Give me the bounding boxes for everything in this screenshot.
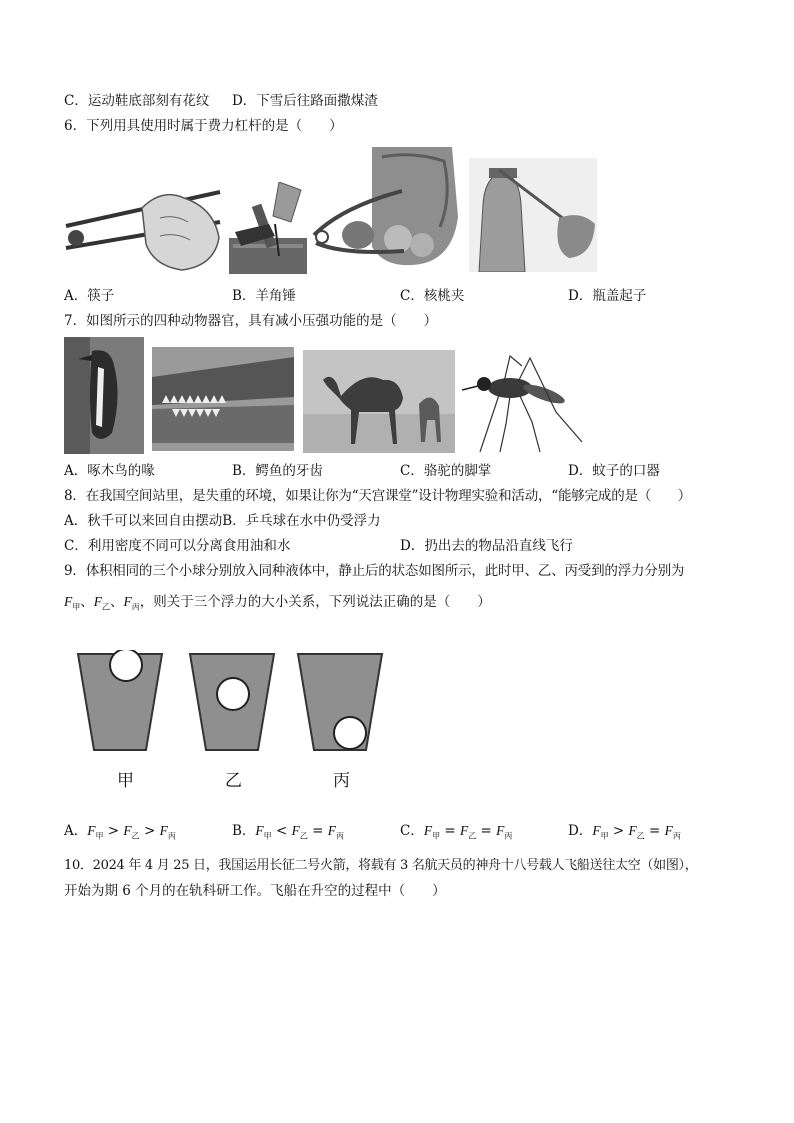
q6-option-a: A．筷子 [64,288,115,304]
mosquito-image [460,352,584,453]
q8-options-ab [64,512,381,530]
q9-option-a: A．$F_甲 > F_乙 > F_丙$ [64,823,176,841]
nutcracker-image [312,147,458,273]
q7-option-a: A．啄木鸟的喙 [64,463,155,479]
q7-option-c: C．骆驼的脚掌 [400,463,492,479]
q8-option-b: B．乒乓球在水中仍受浮力 [222,513,381,529]
q6-option-c: C．核桃夹 [400,288,465,304]
q8-option-c: C．利用密度不同可以分离食用油和水 [64,538,291,554]
label-yi: 乙 [225,771,242,791]
woodpecker-image [64,337,144,454]
chopsticks-image [64,178,222,276]
q6-stem: 6．下列用具使用时属于费力杠杆的是（ ） [64,118,343,134]
q8-stem: 8．在我国空间站里，是失重的环境，如果让你为“天宫课堂”设计物理实验和活动，“能够完成的是（ ） [64,488,691,504]
container-yi [190,654,274,750]
crocodile-image [152,347,294,451]
container-jia [78,650,162,750]
q7-option-b: B．鳄鱼的牙齿 [232,463,323,479]
bottle-opener-image [469,158,597,272]
q6-option-b: B．羊角锤 [232,288,296,304]
q7-stem: 7．如图所示的四种动物器官，具有减小压强功能的是（ ） [64,313,438,329]
q9-stem-text2: ，则关于三个浮力的大小关系，下列说法正确的是（ ） [139,594,491,610]
q8-option-d: D．扔出去的物品沿直线飞行 [400,538,573,554]
q6-option-d: D．瓶盖起子 [568,288,647,304]
camel-image [303,350,455,453]
label-bing: 丙 [333,771,350,791]
q8-option-a: A．秋千可以来回自由摆动 [64,513,223,529]
q5-option-c [64,92,378,110]
q9-stem-line2: $F_甲$、$F_乙$、$F_丙$，则关于三个浮力的大小关系，下列说法正确的是（ ） [64,594,491,612]
q5-option-d-text: D．下雪后往路面撒煤渣 [231,93,378,109]
label-jia: 甲 [117,771,134,791]
q9-option-b: B．$F_甲 < F_乙 = F_丙$ [232,823,344,841]
q9-option-d: D．$F_甲 > F_乙 = F_丙$ [568,823,681,841]
buoyancy-containers-figure [76,650,396,754]
claw-hammer-image [229,182,307,274]
q7-option-d: D．蚊子的口器 [568,463,660,479]
q9-option-c: C．$F_甲 = F_乙 = F_丙$ [400,823,513,841]
q9-stem: 9．体积相同的三个小球分别放入同种液体中，静止后的状态如图所示，此时甲、乙、丙受到的浮力分别为 [64,563,685,579]
q10-stem-line1: 10．2024 年 4 月 25 日，我国运用长征二号火箭，将载有 3 名航天员的神舟十八号载人飞船送往太空（如图）， [64,858,698,873]
q10-stem-line2: 开始为期 6 个月的在轨科研工作。飞船在升空的过程中（ ） [64,883,446,899]
container-bing [298,654,382,750]
q5-option-c-text: C．运动鞋底部刻有花纹 [64,93,210,109]
